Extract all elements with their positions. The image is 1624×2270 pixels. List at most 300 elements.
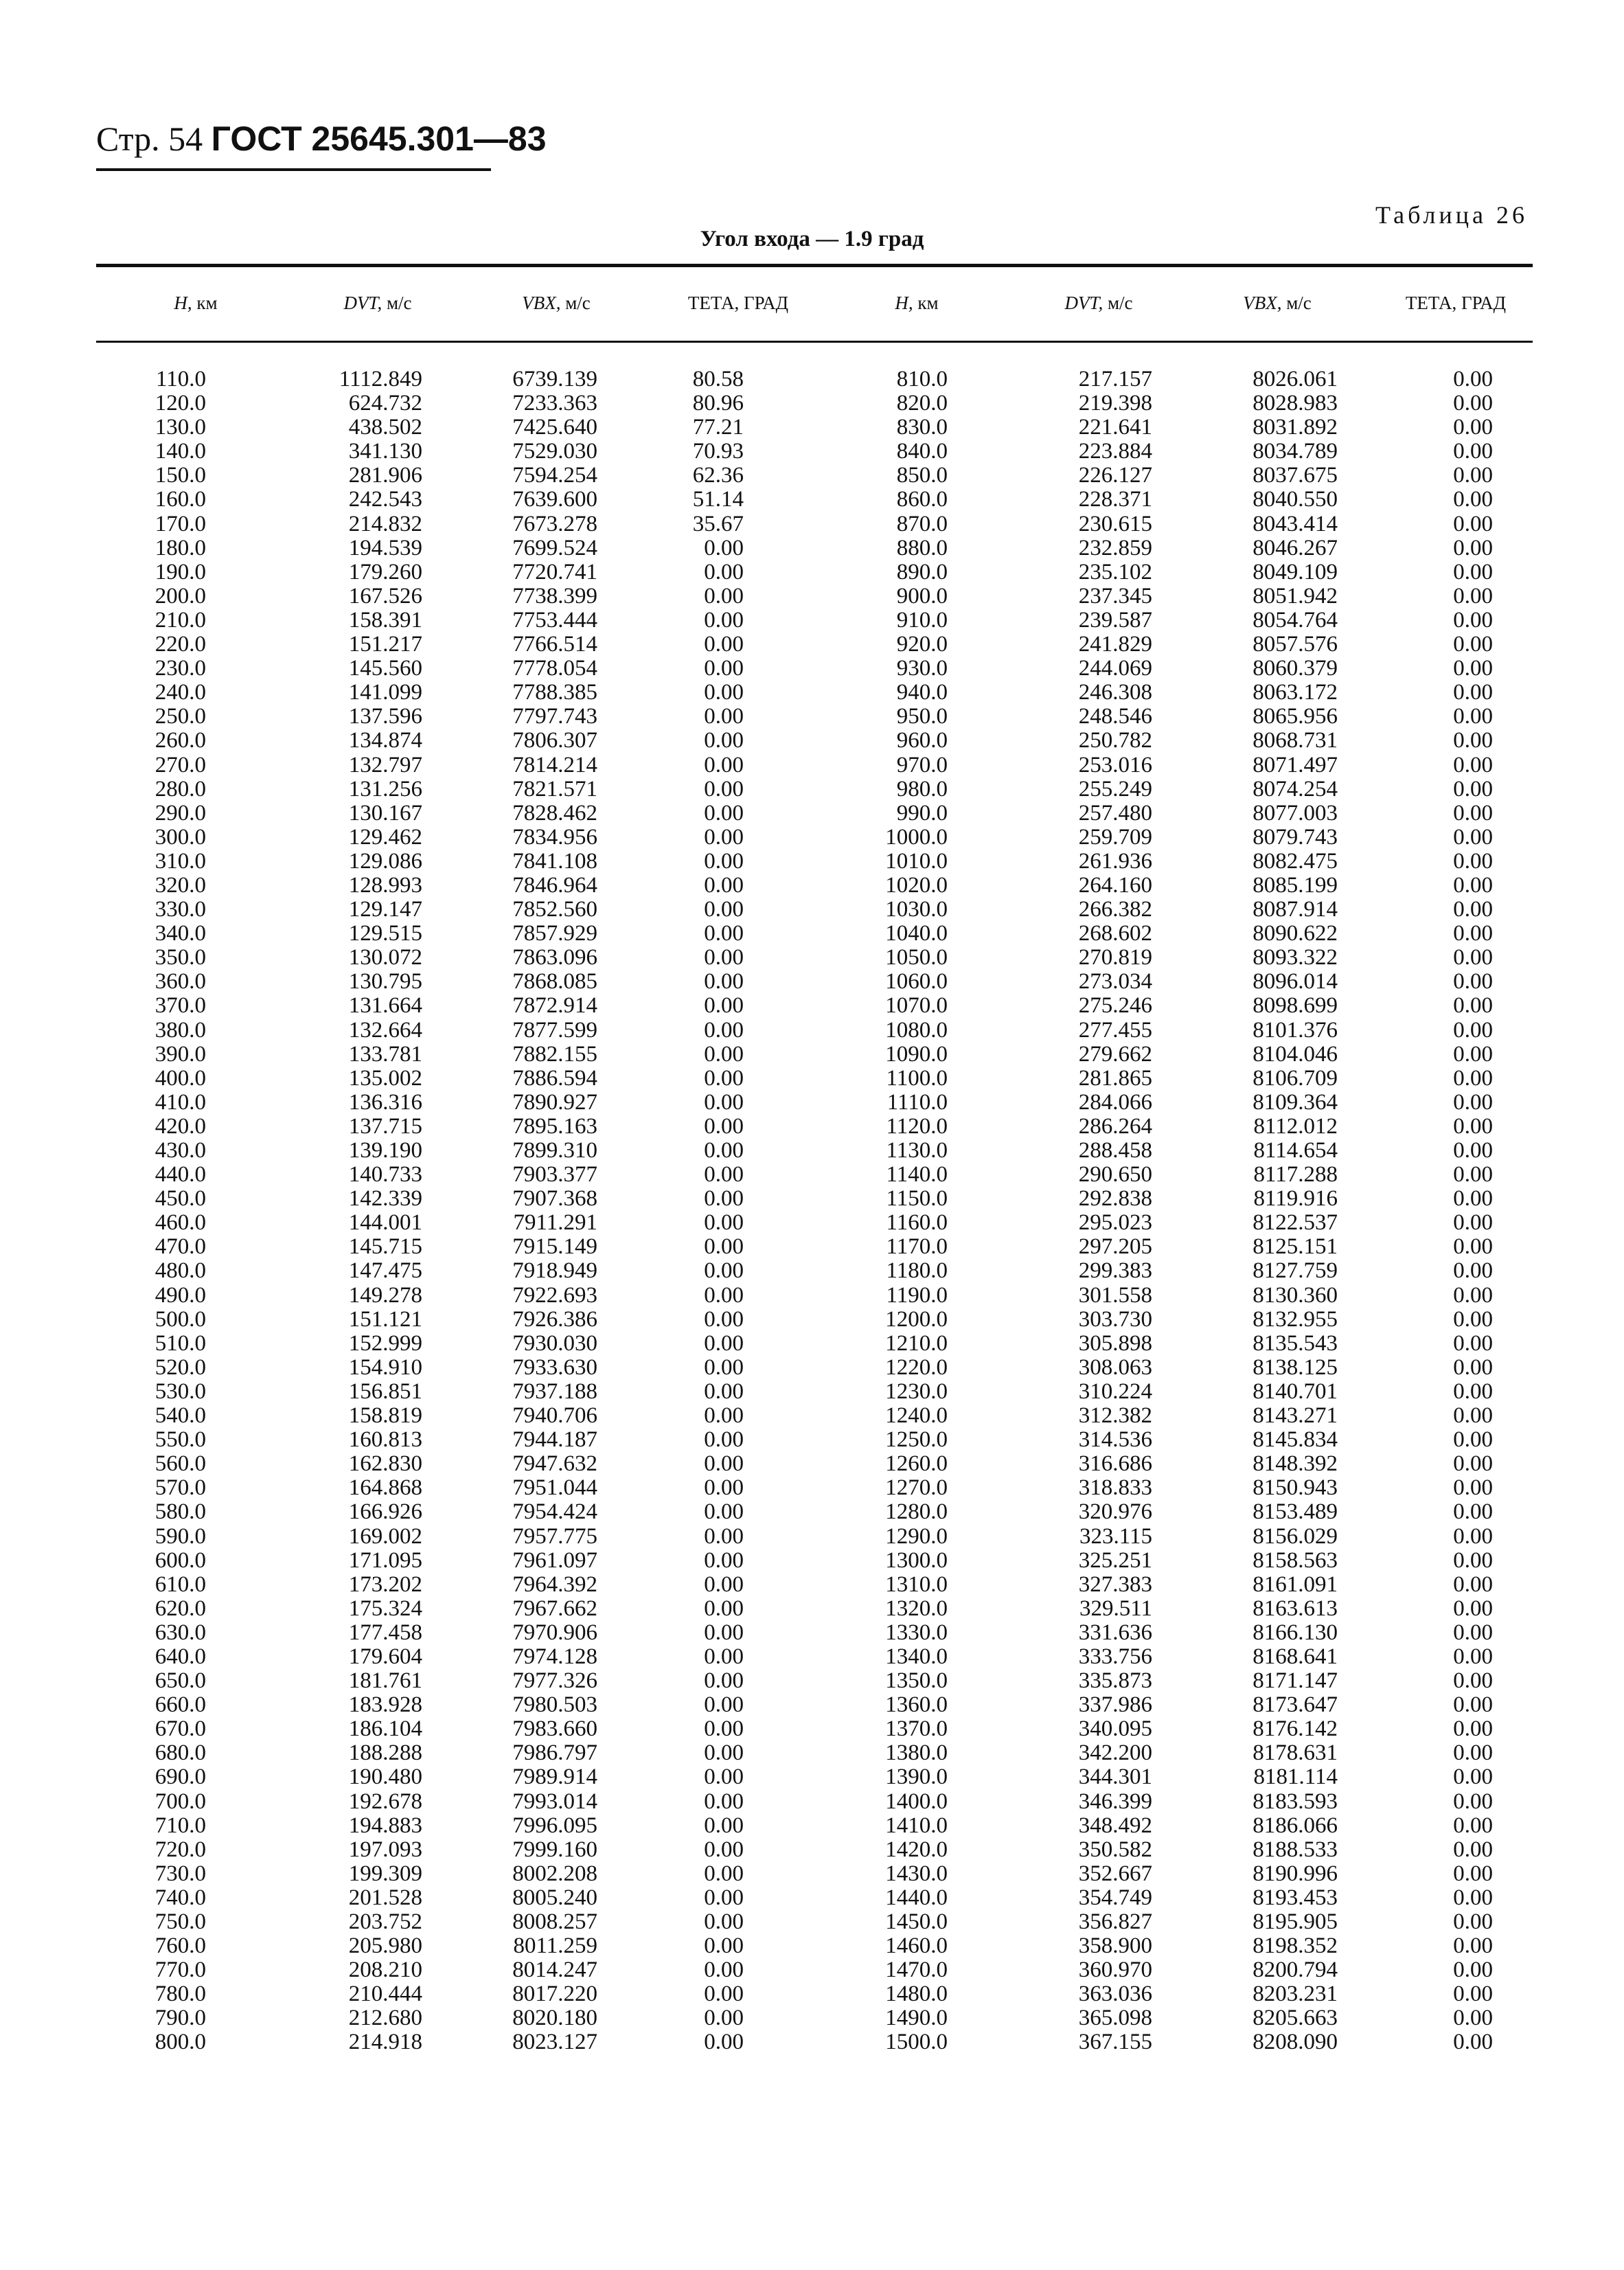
- cell-h: 800.0: [155, 2030, 206, 2055]
- cell-dvt: 235.102: [1078, 559, 1152, 584]
- cell-h: 1030.0: [885, 897, 948, 922]
- cell-h: 1350.0: [885, 1668, 948, 1694]
- cell-h: 510.0: [155, 1330, 206, 1356]
- table-row: [96, 1091, 1533, 1115]
- cell-h: 1020.0: [885, 872, 948, 898]
- cell-vbx: 8166.130: [1253, 1620, 1338, 1645]
- cell-vbx: 8114.654: [1253, 1138, 1338, 1163]
- cell-vbx: 7993.014: [512, 1789, 597, 1814]
- cell-h: 490.0: [155, 1282, 206, 1308]
- cell-h: 1060.0: [885, 969, 948, 995]
- table-row: [96, 416, 1533, 440]
- cell-dvt: 144.001: [348, 1210, 422, 1236]
- cell-dvt: 142.339: [348, 1186, 422, 1212]
- table-row: [96, 1621, 1533, 1645]
- cell-h: 190.0: [155, 559, 206, 584]
- cell-vbx: 8017.220: [512, 1982, 597, 2007]
- cell-teta: 0.00: [704, 1210, 744, 1236]
- table-row: [96, 440, 1533, 464]
- column-header-name: VBX,: [522, 293, 561, 313]
- cell-dvt: 190.480: [348, 1764, 422, 1790]
- cell-vbx: 7425.640: [512, 415, 597, 440]
- cell-vbx: 7720.741: [512, 559, 597, 584]
- cell-dvt: 239.587: [1078, 607, 1152, 633]
- cell-teta: 80.96: [692, 391, 744, 416]
- table-row: [96, 850, 1533, 874]
- column-header-vbx-2: [1209, 293, 1346, 314]
- cell-vbx: 8156.029: [1253, 1523, 1338, 1549]
- cell-h: 340.0: [155, 921, 206, 946]
- cell-teta: 0.00: [1453, 1547, 1493, 1573]
- cell-vbx: 8082.475: [1253, 848, 1338, 874]
- cell-dvt: 151.217: [348, 632, 422, 657]
- cell-teta: 0.00: [1453, 680, 1493, 705]
- cell-vbx: 8195.905: [1253, 1909, 1338, 1934]
- cell-vbx: 8074.254: [1253, 776, 1338, 802]
- table-row: [96, 802, 1533, 826]
- table-row: [96, 633, 1533, 657]
- table-row: [96, 1934, 1533, 1958]
- cell-h: 310.0: [155, 848, 206, 874]
- cell-vbx: 8200.794: [1253, 1957, 1338, 1983]
- cell-h: 1480.0: [885, 1982, 948, 2007]
- cell-dvt: 167.526: [348, 583, 422, 609]
- cell-vbx: 8049.109: [1253, 559, 1338, 584]
- cell-teta: 0.00: [704, 824, 744, 850]
- cell-vbx: 8057.576: [1253, 632, 1338, 657]
- cell-vbx: 8040.550: [1253, 487, 1338, 512]
- cell-vbx: 7989.914: [512, 1764, 597, 1790]
- cell-h: 210.0: [155, 607, 206, 633]
- table-row: [96, 464, 1533, 488]
- cell-dvt: 197.093: [348, 1837, 422, 1862]
- cell-teta: 0.00: [1453, 824, 1493, 850]
- cell-teta: 0.00: [704, 535, 744, 560]
- cell-vbx: 8090.622: [1253, 921, 1338, 946]
- cell-teta: 0.00: [704, 1234, 744, 1260]
- column-header-name: Н,: [174, 293, 192, 313]
- cell-vbx: 8063.172: [1253, 680, 1338, 705]
- cell-teta: 0.00: [1453, 1740, 1493, 1766]
- cell-teta: 0.00: [704, 1837, 744, 1862]
- table-row: [96, 1717, 1533, 1741]
- cell-vbx: 7852.560: [512, 897, 597, 922]
- cell-vbx: 8125.151: [1253, 1234, 1338, 1260]
- cell-teta: 0.00: [1453, 391, 1493, 416]
- cell-dvt: 129.515: [348, 921, 422, 946]
- table-title: Угол входа — 1.9 град: [700, 227, 924, 251]
- cell-h: 1330.0: [885, 1620, 948, 1645]
- cell-vbx: 8117.288: [1253, 1162, 1338, 1188]
- column-header-unit: м/с: [1286, 293, 1312, 313]
- table-top-rule: [96, 264, 1533, 267]
- cell-h: 1340.0: [885, 1644, 948, 1669]
- cell-dvt: 133.781: [348, 1041, 422, 1067]
- cell-teta: 0.00: [1453, 1330, 1493, 1356]
- cell-vbx: 8153.489: [1253, 1499, 1338, 1525]
- cell-h: 870.0: [896, 511, 948, 536]
- table-row: [96, 1525, 1533, 1549]
- cell-dvt: 130.795: [348, 969, 422, 995]
- cell-h: 1140.0: [886, 1162, 948, 1188]
- cell-dvt: 223.884: [1078, 439, 1152, 464]
- cell-teta: 0.00: [704, 872, 744, 898]
- cell-teta: 0.00: [704, 1017, 744, 1043]
- cell-dvt: 323.115: [1079, 1523, 1152, 1549]
- cell-vbx: 7753.444: [512, 607, 597, 633]
- cell-dvt: 201.528: [348, 1885, 422, 1910]
- cell-dvt: 248.546: [1078, 704, 1152, 729]
- cell-dvt: 342.200: [1078, 1740, 1152, 1766]
- cell-teta: 0.00: [1453, 728, 1493, 753]
- cell-dvt: 295.023: [1078, 1210, 1152, 1236]
- cell-vbx: 7911.291: [513, 1210, 597, 1236]
- cell-vbx: 7983.660: [512, 1716, 597, 1742]
- cell-h: 140.0: [155, 439, 206, 464]
- cell-h: 770.0: [155, 1957, 206, 1983]
- cell-dvt: 208.210: [348, 1957, 422, 1983]
- cell-dvt: 275.246: [1078, 993, 1152, 1019]
- cell-teta: 0.00: [1453, 1644, 1493, 1669]
- cell-teta: 0.00: [1453, 1017, 1493, 1043]
- cell-teta: 0.00: [1453, 1427, 1493, 1453]
- cell-teta: 0.00: [1453, 993, 1493, 1019]
- table-header-rule: [96, 341, 1533, 343]
- cell-dvt: 128.993: [348, 872, 422, 898]
- cell-teta: 0.00: [1453, 2030, 1493, 2055]
- cell-vbx: 7937.188: [512, 1378, 597, 1404]
- cell-dvt: 350.582: [1078, 1837, 1152, 1862]
- cell-dvt: 1112.849: [339, 367, 422, 391]
- table-row: [96, 1741, 1533, 1765]
- table-row: [96, 1259, 1533, 1283]
- cell-h: 560.0: [155, 1451, 206, 1477]
- cell-dvt: 356.827: [1078, 1909, 1152, 1934]
- cell-h: 280.0: [155, 776, 206, 802]
- cell-vbx: 8065.956: [1253, 704, 1338, 729]
- table-row: [96, 778, 1533, 802]
- cell-teta: 0.00: [1453, 1065, 1493, 1091]
- cell-dvt: 149.278: [348, 1282, 422, 1308]
- cell-dvt: 137.715: [348, 1113, 422, 1139]
- cell-dvt: 257.480: [1078, 800, 1152, 826]
- cell-vbx: 7788.385: [512, 680, 597, 705]
- cell-h: 180.0: [155, 535, 206, 560]
- table-row: [96, 1573, 1533, 1597]
- cell-h: 620.0: [155, 1596, 206, 1621]
- cell-h: 780.0: [155, 1982, 206, 2007]
- cell-h: 840.0: [896, 439, 948, 464]
- cell-teta: 0.00: [1453, 1571, 1493, 1597]
- cell-dvt: 365.098: [1078, 2006, 1152, 2031]
- cell-teta: 0.00: [1453, 1234, 1493, 1260]
- cell-vbx: 8208.090: [1253, 2030, 1338, 2055]
- cell-h: 1290.0: [885, 1523, 948, 1549]
- cell-teta: 0.00: [1453, 367, 1493, 391]
- cell-vbx: 7868.085: [512, 969, 597, 995]
- cell-teta: 0.00: [704, 728, 744, 753]
- cell-h: 220.0: [155, 632, 206, 657]
- cell-h: 1180.0: [886, 1258, 948, 1284]
- cell-dvt: 169.002: [348, 1523, 422, 1549]
- cell-h: 570.0: [155, 1475, 206, 1501]
- cell-vbx: 7778.054: [512, 656, 597, 681]
- cell-vbx: 8026.061: [1253, 367, 1338, 391]
- cell-teta: 0.00: [1453, 1789, 1493, 1814]
- cell-dvt: 135.002: [348, 1065, 422, 1091]
- cell-teta: 0.00: [704, 1982, 744, 2007]
- cell-teta: 0.00: [1453, 511, 1493, 536]
- cell-teta: 0.00: [704, 1789, 744, 1814]
- cell-teta: 0.00: [1453, 1354, 1493, 1380]
- cell-h: 920.0: [896, 632, 948, 657]
- cell-dvt: 261.936: [1078, 848, 1152, 874]
- cell-h: 750.0: [155, 1909, 206, 1934]
- table-row: [96, 560, 1533, 584]
- table-label: Таблица 26: [1375, 201, 1528, 229]
- cell-h: 1300.0: [885, 1547, 948, 1573]
- cell-h: 1070.0: [885, 993, 948, 1019]
- table-row: [96, 1693, 1533, 1717]
- cell-dvt: 281.865: [1078, 1065, 1152, 1091]
- cell-teta: 0.00: [704, 1041, 744, 1067]
- table-row: [96, 1332, 1533, 1356]
- cell-vbx: 8043.414: [1253, 511, 1338, 536]
- cell-h: 1210.0: [885, 1330, 948, 1356]
- cell-dvt: 340.095: [1078, 1716, 1152, 1742]
- cell-dvt: 136.316: [348, 1089, 422, 1115]
- cell-h: 470.0: [155, 1234, 206, 1260]
- cell-dvt: 179.260: [348, 559, 422, 584]
- cell-dvt: 299.383: [1078, 1258, 1152, 1284]
- table-row: [96, 536, 1533, 560]
- cell-h: 130.0: [155, 415, 206, 440]
- cell-h: 540.0: [155, 1403, 206, 1429]
- cell-h: 980.0: [896, 776, 948, 802]
- cell-teta: 0.00: [1453, 897, 1493, 922]
- column-header-teta-1: [659, 293, 817, 314]
- column-header-name: VBX,: [1243, 293, 1282, 313]
- cell-vbx: 8020.180: [512, 2006, 597, 2031]
- cell-dvt: 152.999: [348, 1330, 422, 1356]
- cell-dvt: 156.851: [348, 1378, 422, 1404]
- cell-teta: 0.00: [1453, 1885, 1493, 1910]
- cell-vbx: 7899.310: [512, 1138, 597, 1163]
- cell-vbx: 8140.701: [1253, 1378, 1338, 1404]
- table-row: [96, 946, 1533, 970]
- cell-h: 1170.0: [886, 1234, 948, 1260]
- cell-vbx: 7999.160: [512, 1837, 597, 1862]
- cell-teta: 0.00: [704, 1306, 744, 1332]
- cell-vbx: 7821.571: [512, 776, 597, 802]
- cell-teta: 0.00: [1453, 1837, 1493, 1862]
- cell-dvt: 145.560: [348, 656, 422, 681]
- cell-h: 480.0: [155, 1258, 206, 1284]
- table-row: [96, 1284, 1533, 1308]
- cell-h: 850.0: [896, 463, 948, 488]
- cell-vbx: 7233.363: [512, 391, 597, 416]
- cell-dvt: 129.086: [348, 848, 422, 874]
- cell-h: 400.0: [155, 1065, 206, 1091]
- cell-teta: 80.58: [692, 367, 744, 391]
- cell-dvt: 331.636: [1078, 1620, 1152, 1645]
- cell-dvt: 177.458: [348, 1620, 422, 1645]
- cell-teta: 0.00: [1453, 1475, 1493, 1501]
- cell-h: 1130.0: [886, 1138, 948, 1163]
- table-row: [96, 1019, 1533, 1043]
- cell-h: 1440.0: [885, 1885, 948, 1910]
- cell-vbx: 8186.066: [1253, 1813, 1338, 1838]
- column-header-name: Н,: [895, 293, 913, 313]
- cell-vbx: 8193.453: [1253, 1885, 1338, 1910]
- cell-teta: 0.00: [704, 1692, 744, 1718]
- cell-vbx: 7977.326: [512, 1668, 597, 1694]
- cell-vbx: 7961.097: [512, 1547, 597, 1573]
- cell-vbx: 8085.199: [1253, 872, 1338, 898]
- cell-teta: 0.00: [1453, 1764, 1493, 1790]
- cell-dvt: 297.205: [1078, 1234, 1152, 1260]
- cell-vbx: 7947.632: [512, 1451, 597, 1477]
- cell-dvt: 194.539: [348, 535, 422, 560]
- cell-h: 1050.0: [885, 945, 948, 971]
- cell-dvt: 137.596: [348, 704, 422, 729]
- cell-teta: 0.00: [704, 1668, 744, 1694]
- cell-dvt: 303.730: [1078, 1306, 1152, 1332]
- cell-vbx: 8077.003: [1253, 800, 1338, 826]
- cell-teta: 0.00: [1453, 1210, 1493, 1236]
- cell-teta: 0.00: [704, 1138, 744, 1163]
- cell-h: 1410.0: [885, 1813, 948, 1838]
- cell-teta: 0.00: [1453, 1162, 1493, 1188]
- cell-teta: 0.00: [704, 1813, 744, 1838]
- cell-vbx: 8011.259: [513, 1933, 597, 1959]
- cell-teta: 0.00: [704, 1571, 744, 1597]
- cell-vbx: 7918.949: [512, 1258, 597, 1284]
- cell-h: 410.0: [155, 1089, 206, 1115]
- cell-h: 1000.0: [885, 824, 948, 850]
- cell-h: 720.0: [155, 1837, 206, 1862]
- cell-teta: 0.00: [1453, 776, 1493, 802]
- cell-teta: 0.00: [1453, 969, 1493, 995]
- cell-teta: 0.00: [704, 559, 744, 584]
- cell-teta: 0.00: [1453, 1523, 1493, 1549]
- table-row: [96, 609, 1533, 633]
- cell-h: 670.0: [155, 1716, 206, 1742]
- cell-vbx: 7903.377: [512, 1162, 597, 1188]
- cell-vbx: 7738.399: [512, 583, 597, 609]
- table-row: [96, 681, 1533, 705]
- table-row: [96, 753, 1533, 778]
- cell-h: 200.0: [155, 583, 206, 609]
- cell-h: 350.0: [155, 945, 206, 971]
- cell-dvt: 132.797: [348, 752, 422, 778]
- cell-teta: 0.00: [1453, 656, 1493, 681]
- cell-teta: 0.00: [1453, 945, 1493, 971]
- cell-teta: 0.00: [704, 1403, 744, 1429]
- cell-vbx: 7970.906: [512, 1620, 597, 1645]
- cell-teta: 0.00: [704, 1596, 744, 1621]
- cell-h: 740.0: [155, 1885, 206, 1910]
- cell-dvt: 329.511: [1079, 1596, 1152, 1621]
- cell-dvt: 281.906: [348, 463, 422, 488]
- table-body: [96, 367, 1533, 2055]
- cell-dvt: 158.391: [348, 607, 422, 633]
- cell-vbx: 7594.254: [512, 463, 597, 488]
- cell-vbx: 7846.964: [512, 872, 597, 898]
- cell-teta: 0.00: [1453, 632, 1493, 657]
- cell-teta: 0.00: [704, 704, 744, 729]
- cell-vbx: 7967.662: [512, 1596, 597, 1621]
- cell-h: 700.0: [155, 1789, 206, 1814]
- cell-vbx: 8143.271: [1253, 1403, 1338, 1429]
- cell-dvt: 140.733: [348, 1162, 422, 1188]
- cell-vbx: 7828.462: [512, 800, 597, 826]
- cell-h: 810.0: [896, 367, 948, 391]
- cell-dvt: 358.900: [1078, 1933, 1152, 1959]
- cell-vbx: 8096.014: [1253, 969, 1338, 995]
- cell-h: 250.0: [155, 704, 206, 729]
- cell-dvt: 270.819: [1078, 945, 1152, 971]
- table-row: [96, 1115, 1533, 1139]
- cell-h: 1470.0: [885, 1957, 948, 1983]
- cell-dvt: 147.475: [348, 1258, 422, 1284]
- cell-vbx: 8037.675: [1253, 463, 1338, 488]
- cell-h: 440.0: [155, 1162, 206, 1188]
- cell-dvt: 160.813: [348, 1427, 422, 1453]
- cell-dvt: 217.157: [1078, 367, 1152, 391]
- cell-dvt: 214.832: [348, 511, 422, 536]
- cell-teta: 0.00: [1453, 607, 1493, 633]
- cell-h: 1010.0: [885, 848, 948, 874]
- cell-dvt: 131.664: [348, 993, 422, 1019]
- cell-teta: 0.00: [704, 656, 744, 681]
- cell-h: 690.0: [155, 1764, 206, 1790]
- cell-teta: 0.00: [704, 1644, 744, 1669]
- cell-dvt: 141.099: [348, 680, 422, 705]
- cell-vbx: 8122.537: [1253, 1210, 1338, 1236]
- cell-vbx: 8109.364: [1253, 1089, 1338, 1115]
- cell-dvt: 230.615: [1078, 511, 1152, 536]
- cell-dvt: 212.680: [348, 2006, 422, 2031]
- cell-dvt: 130.167: [348, 800, 422, 826]
- cell-h: 390.0: [155, 1041, 206, 1067]
- cell-teta: 0.00: [1453, 1403, 1493, 1429]
- cell-dvt: 279.662: [1078, 1041, 1152, 1067]
- cell-vbx: 8068.731: [1253, 728, 1338, 753]
- cell-dvt: 624.732: [348, 391, 422, 416]
- cell-vbx: 7974.128: [512, 1644, 597, 1669]
- cell-teta: 0.00: [704, 2030, 744, 2055]
- cell-h: 170.0: [155, 511, 206, 536]
- cell-teta: 0.00: [1453, 1499, 1493, 1525]
- table-row: [96, 1235, 1533, 1259]
- cell-teta: 0.00: [1453, 1089, 1493, 1115]
- column-header-h-2: [862, 293, 972, 314]
- cell-h: 380.0: [155, 1017, 206, 1043]
- cell-teta: 0.00: [704, 2006, 744, 2031]
- table-row: [96, 874, 1533, 898]
- cell-vbx: 7926.386: [512, 1306, 597, 1332]
- table-row: [96, 1452, 1533, 1476]
- cell-h: 940.0: [896, 680, 948, 705]
- cell-teta: 0.00: [704, 1451, 744, 1477]
- cell-dvt: 199.309: [348, 1861, 422, 1886]
- cell-h: 900.0: [896, 583, 948, 609]
- table-row: [96, 994, 1533, 1018]
- cell-h: 650.0: [155, 1668, 206, 1694]
- cell-vbx: 8034.789: [1253, 439, 1338, 464]
- cell-teta: 0.00: [1453, 1258, 1493, 1284]
